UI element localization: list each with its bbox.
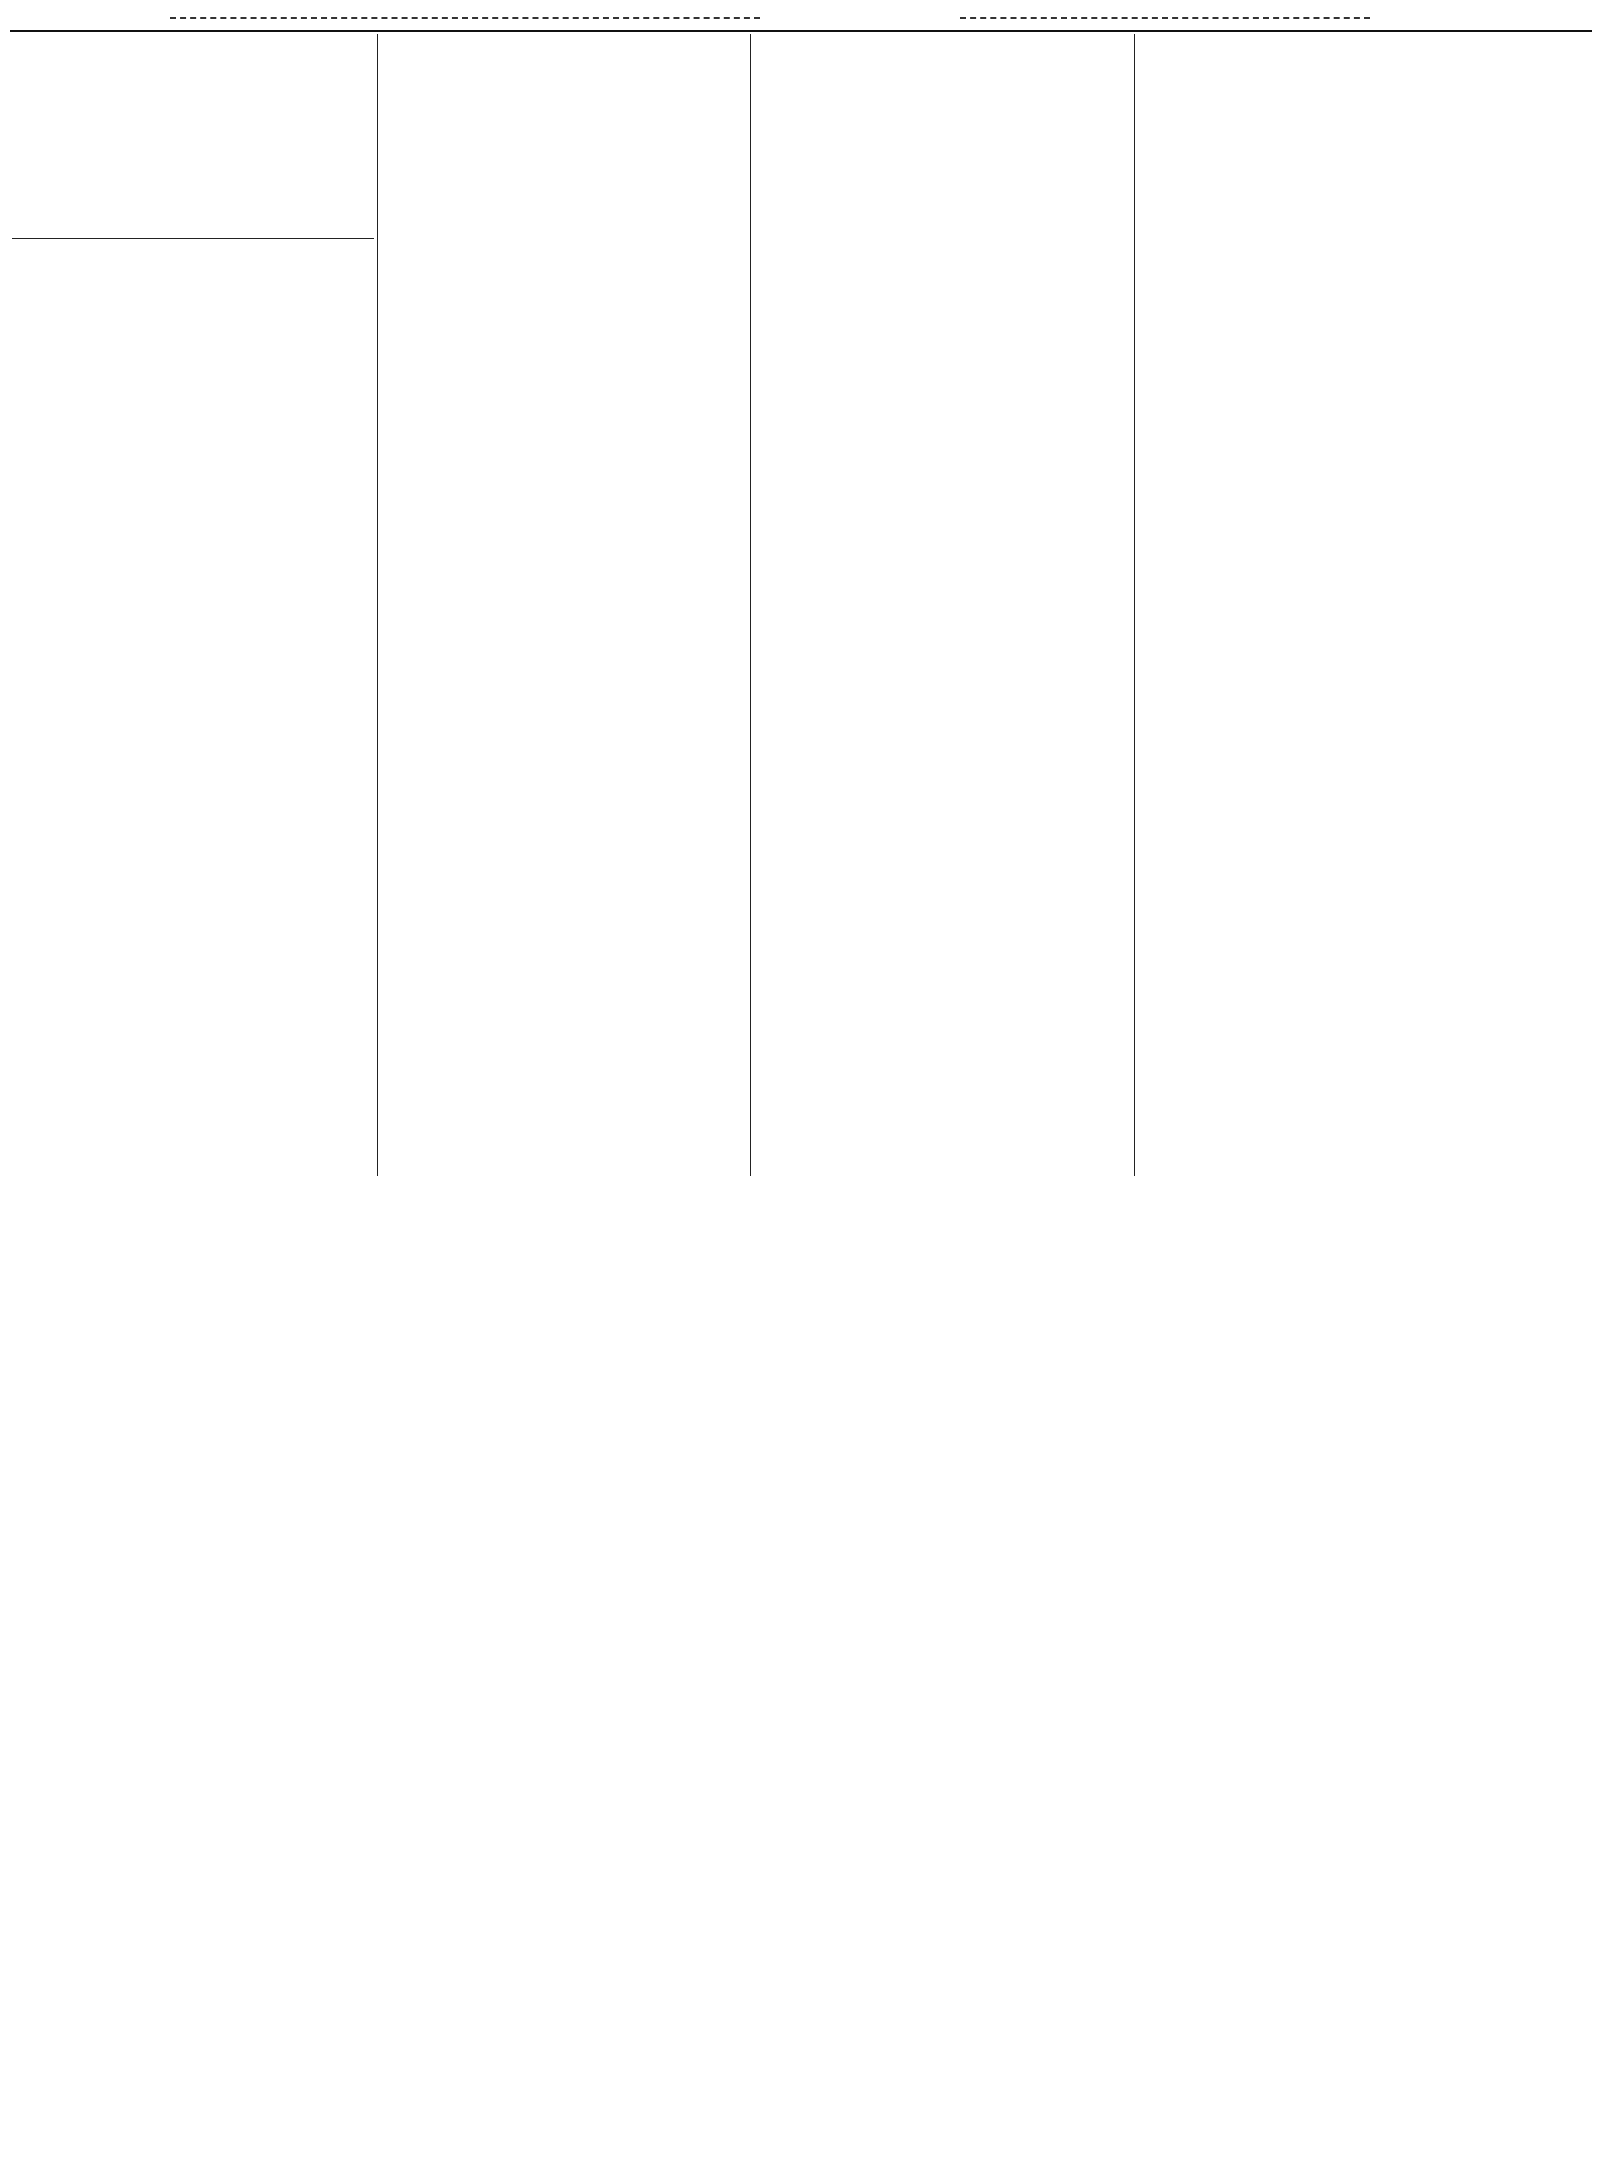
article-britain-iraq: [12, 34, 374, 234]
masthead: [0, 6, 1600, 28]
article-text: [12, 84, 187, 234]
article-text: [198, 84, 373, 234]
